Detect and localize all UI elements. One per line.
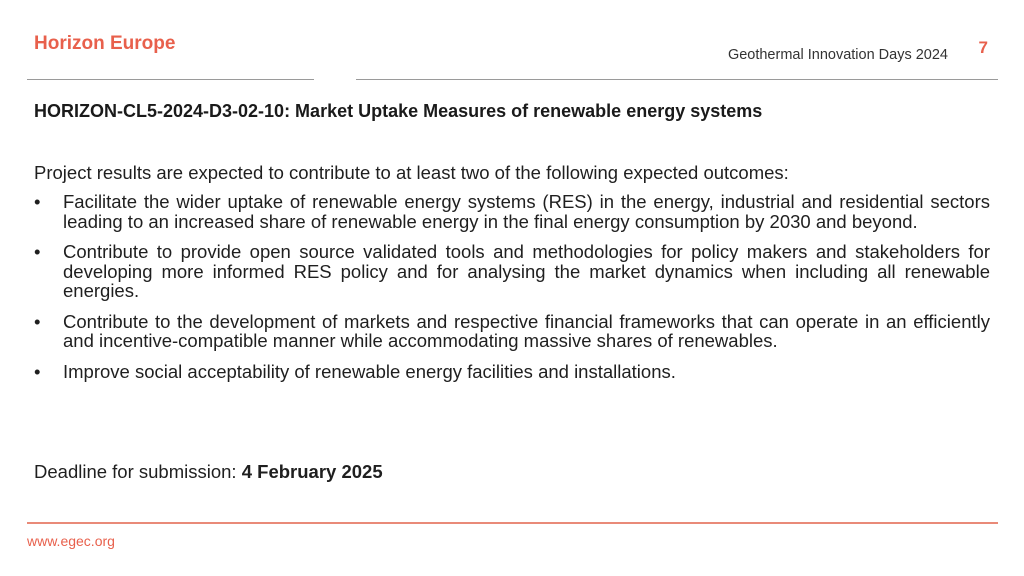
- outcome-text: Facilitate the wider uptake of renewable energy systems (RES) in the energy, industrial and residential sectors leading to an increased share of renewable energy in the final energy consumption by 2030 and beyond.: [63, 191, 990, 232]
- bullet-icon: •: [34, 191, 41, 212]
- outcome-list: [34, 192, 990, 392]
- event-name: Geothermal Innovation Days 2024: [727, 47, 948, 63]
- footer-divider: [27, 522, 998, 524]
- topic-heading: HORIZON-CL5-2024-D3-02-10: Market Uptake Measures of renewable energy systems: [34, 101, 763, 121]
- list-item: [34, 242, 990, 301]
- outcome-text: Contribute to the development of markets and respective financial frameworks that can operate in an efficiently and incentive-compatible manner while accommodating massive shares of renewables.: [63, 310, 990, 351]
- page-number: 7: [978, 38, 988, 57]
- header-divider-left: [27, 79, 314, 80]
- deadline-date: 4 February 2025: [241, 461, 383, 482]
- list-item: [34, 312, 990, 351]
- intro-text: Project results are expected to contribute to at least two of the following expected outcomes:: [34, 162, 789, 183]
- deadline-line: [34, 461, 383, 483]
- bullet-icon: •: [34, 360, 41, 382]
- outcome-text: Contribute to provide open source validated tools and methodologies for policy makers and stakeholders for developing more informed RES policy and for analysing the market dynamics when including all renewable energies.: [63, 241, 990, 301]
- website-link[interactable]: www.egec.org: [27, 533, 115, 549]
- list-item: [34, 192, 990, 231]
- brand-title: Horizon Europe: [34, 33, 176, 54]
- bullet-icon: •: [34, 310, 41, 332]
- bullet-icon: •: [34, 241, 41, 262]
- outcome-text: Improve social acceptability of renewable energy facilities and installations.: [63, 360, 676, 382]
- deadline-label: Deadline for submission:: [34, 461, 242, 482]
- header-divider-right: [356, 79, 998, 80]
- list-item: [34, 362, 990, 382]
